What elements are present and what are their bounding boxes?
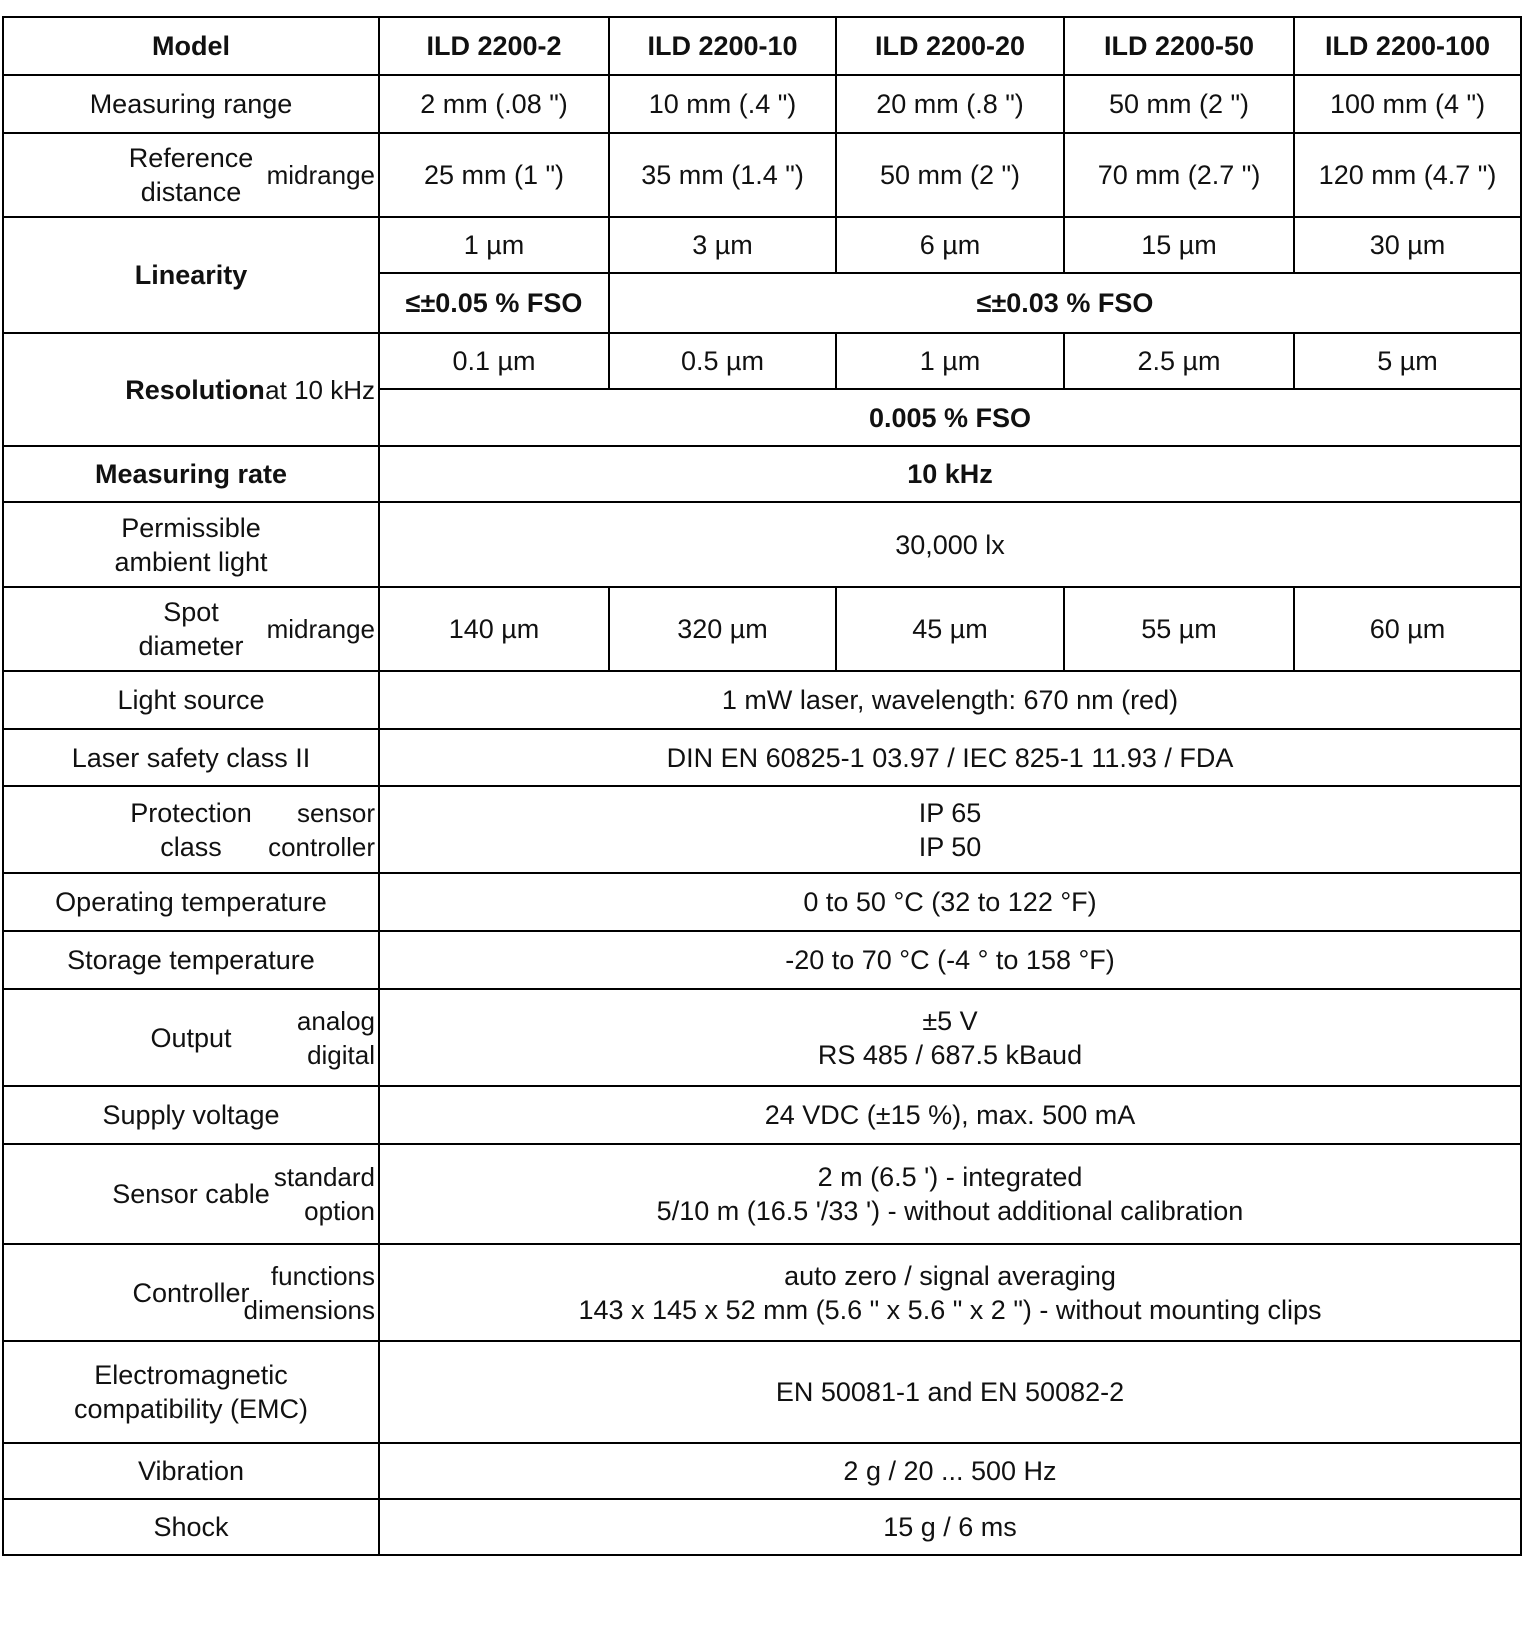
reference-distance-value: 35 mm (1.4 ") xyxy=(609,133,836,217)
shock-row xyxy=(3,1499,1521,1555)
qualifier: midrange xyxy=(266,614,375,644)
reference-distance-value: 25 mm (1 ") xyxy=(379,133,609,217)
spot-diameter-value: 60 µm xyxy=(1294,587,1521,671)
value-line: 143 x 145 x 52 mm (5.6 " x 5.6 " x 2 ") - without mounting clips xyxy=(578,1294,1322,1325)
model-label: Model xyxy=(3,17,379,75)
model-ild-2200-100: ILD 2200-100 xyxy=(1294,17,1521,75)
resolution-row xyxy=(3,333,1521,389)
qualifier: at 10 kHz xyxy=(265,374,375,405)
protection-class-value xyxy=(379,786,1521,873)
emc-value: EN 50081-1 and EN 50082-2 xyxy=(379,1341,1521,1443)
value-line: auto zero / signal averaging xyxy=(784,1260,1116,1291)
light-source-value: 1 mW laser, wavelength: 670 nm (red) xyxy=(379,671,1521,729)
linearity-value: 3 µm xyxy=(609,217,836,273)
ambient-light-label xyxy=(3,502,379,587)
linearity-value: 30 µm xyxy=(1294,217,1521,273)
label-line: compatibility (EMC) xyxy=(73,1394,309,1424)
output-label xyxy=(3,989,379,1086)
sensor-cable-row xyxy=(3,1144,1521,1244)
shock-value: 15 g / 6 ms xyxy=(379,1499,1521,1555)
qualifier xyxy=(297,1004,375,1072)
linearity-row xyxy=(3,217,1521,273)
linearity-fso-value: ≤±0.05 % FSO xyxy=(379,273,609,333)
model-ild-2200-10: ILD 2200-10 xyxy=(609,17,836,75)
storage-temperature-value: -20 to 70 °C (-4 ° to 158 °F) xyxy=(379,931,1521,989)
resolution-fso-value: 0.005 % FSO xyxy=(379,389,1521,446)
supply-voltage-label: Supply voltage xyxy=(3,1086,379,1144)
label-line: Electromagnetic xyxy=(94,1360,288,1390)
specification-table xyxy=(2,16,1522,1556)
measuring-rate-row xyxy=(3,446,1521,502)
emc-label xyxy=(3,1341,379,1443)
protection-class-row xyxy=(3,786,1521,873)
supply-voltage-row xyxy=(3,1086,1521,1144)
measuring-rate-value: 10 kHz xyxy=(379,446,1521,502)
spot-diameter-row xyxy=(3,587,1521,671)
spot-diameter-value: 140 µm xyxy=(379,587,609,671)
qualifier-line: option xyxy=(304,1196,375,1226)
label-line: Spot xyxy=(163,597,219,627)
qualifier-line: analog xyxy=(296,1005,375,1036)
light-source-label: Light source xyxy=(3,671,379,729)
measuring-range-value: 50 mm (2 ") xyxy=(1064,75,1294,133)
resolution-value: 1 µm xyxy=(836,333,1064,389)
model-ild-2200-2: ILD 2200-2 xyxy=(379,17,609,75)
operating-temperature-row xyxy=(3,873,1521,931)
supply-voltage-value: 24 VDC (±15 %), max. 500 mA xyxy=(379,1086,1521,1144)
label-line: Protection xyxy=(130,797,252,828)
qualifier-line: controller xyxy=(268,831,375,862)
qualifier: midrange xyxy=(266,160,375,190)
operating-temperature-value: 0 to 50 °C (32 to 122 °F) xyxy=(379,873,1521,931)
shock-label: Shock xyxy=(3,1499,379,1555)
output-row xyxy=(3,989,1521,1086)
qualifier-line: sensor xyxy=(296,797,375,828)
model-ild-2200-50: ILD 2200-50 xyxy=(1064,17,1294,75)
vibration-label: Vibration xyxy=(3,1443,379,1499)
light-source-row xyxy=(3,671,1521,729)
value-line: 2 m (6.5 ') - integrated xyxy=(817,1162,1083,1192)
reference-distance-row xyxy=(3,133,1521,217)
resolution-value: 0.1 µm xyxy=(379,333,609,389)
sensor-cable-value xyxy=(379,1144,1521,1244)
controller-row xyxy=(3,1244,1521,1341)
spot-diameter-value: 55 µm xyxy=(1064,587,1294,671)
emc-row xyxy=(3,1341,1521,1443)
reference-distance-label xyxy=(3,133,379,217)
qualifier-line: standard xyxy=(273,1162,375,1192)
measuring-rate-label: Measuring rate xyxy=(3,446,379,502)
label-text: Output xyxy=(150,1022,232,1053)
value-line: ±5 V xyxy=(922,1005,978,1036)
measuring-range-row xyxy=(3,75,1521,133)
ambient-light-value: 30,000 lx xyxy=(379,502,1521,587)
linearity-value: 1 µm xyxy=(379,217,609,273)
value-line: RS 485 / 687.5 kBaud xyxy=(817,1039,1083,1070)
laser-safety-label: Laser safety class II xyxy=(3,729,379,786)
linearity-value: 15 µm xyxy=(1064,217,1294,273)
value-line: 5/10 m (16.5 '/33 ') - without additional calibration xyxy=(656,1196,1244,1226)
measuring-range-value: 10 mm (.4 ") xyxy=(609,75,836,133)
label-line: class xyxy=(160,831,222,862)
header-row xyxy=(3,17,1521,75)
spot-diameter-value: 320 µm xyxy=(609,587,836,671)
label-line: Permissible xyxy=(121,512,261,543)
qualifier xyxy=(243,1259,375,1327)
label-text: Sensor cable xyxy=(112,1179,270,1209)
reference-distance-value: 70 mm (2.7 ") xyxy=(1064,133,1294,217)
label-text: Resolution xyxy=(125,374,265,405)
linearity-fso-value: ≤±0.03 % FSO xyxy=(609,273,1521,333)
value-line: IP 50 xyxy=(918,831,982,862)
spot-diameter-value: 45 µm xyxy=(836,587,1064,671)
qualifier-line: functions xyxy=(270,1260,375,1291)
linearity-value: 6 µm xyxy=(836,217,1064,273)
model-ild-2200-20: ILD 2200-20 xyxy=(836,17,1064,75)
measuring-range-value: 100 mm (4 ") xyxy=(1294,75,1521,133)
controller-value xyxy=(379,1244,1521,1341)
output-value xyxy=(379,989,1521,1086)
label-line: diameter xyxy=(138,631,244,661)
qualifier-line: digital xyxy=(307,1039,375,1070)
value-line: IP 65 xyxy=(918,797,982,828)
label-line: ambient light xyxy=(114,546,268,577)
controller-label xyxy=(3,1244,379,1341)
resolution-value: 0.5 µm xyxy=(609,333,836,389)
qualifier xyxy=(268,796,375,864)
resolution-label xyxy=(3,333,379,446)
reference-distance-value: 50 mm (2 ") xyxy=(836,133,1064,217)
linearity-label: Linearity xyxy=(3,217,379,333)
measuring-range-value: 20 mm (.8 ") xyxy=(836,75,1064,133)
resolution-value: 5 µm xyxy=(1294,333,1521,389)
laser-safety-value: DIN EN 60825-1 03.97 / IEC 825-1 11.93 / FDA xyxy=(379,729,1521,786)
measuring-range-label: Measuring range xyxy=(3,75,379,133)
spot-diameter-label xyxy=(3,587,379,671)
qualifier xyxy=(274,1160,375,1228)
sensor-cable-label xyxy=(3,1144,379,1244)
ambient-light-row xyxy=(3,502,1521,587)
protection-class-label xyxy=(3,786,379,873)
operating-temperature-label: Operating temperature xyxy=(3,873,379,931)
vibration-value: 2 g / 20 ... 500 Hz xyxy=(379,1443,1521,1499)
qualifier-line: dimensions xyxy=(243,1294,375,1325)
laser-safety-row xyxy=(3,729,1521,786)
label-line: Reference xyxy=(128,143,254,173)
resolution-value: 2.5 µm xyxy=(1064,333,1294,389)
measuring-range-value: 2 mm (.08 ") xyxy=(379,75,609,133)
label-line: distance xyxy=(140,177,242,207)
label-text: Controller xyxy=(132,1277,250,1308)
storage-temperature-row xyxy=(3,931,1521,989)
storage-temperature-label: Storage temperature xyxy=(3,931,379,989)
reference-distance-value: 120 mm (4.7 ") xyxy=(1294,133,1521,217)
vibration-row xyxy=(3,1443,1521,1499)
